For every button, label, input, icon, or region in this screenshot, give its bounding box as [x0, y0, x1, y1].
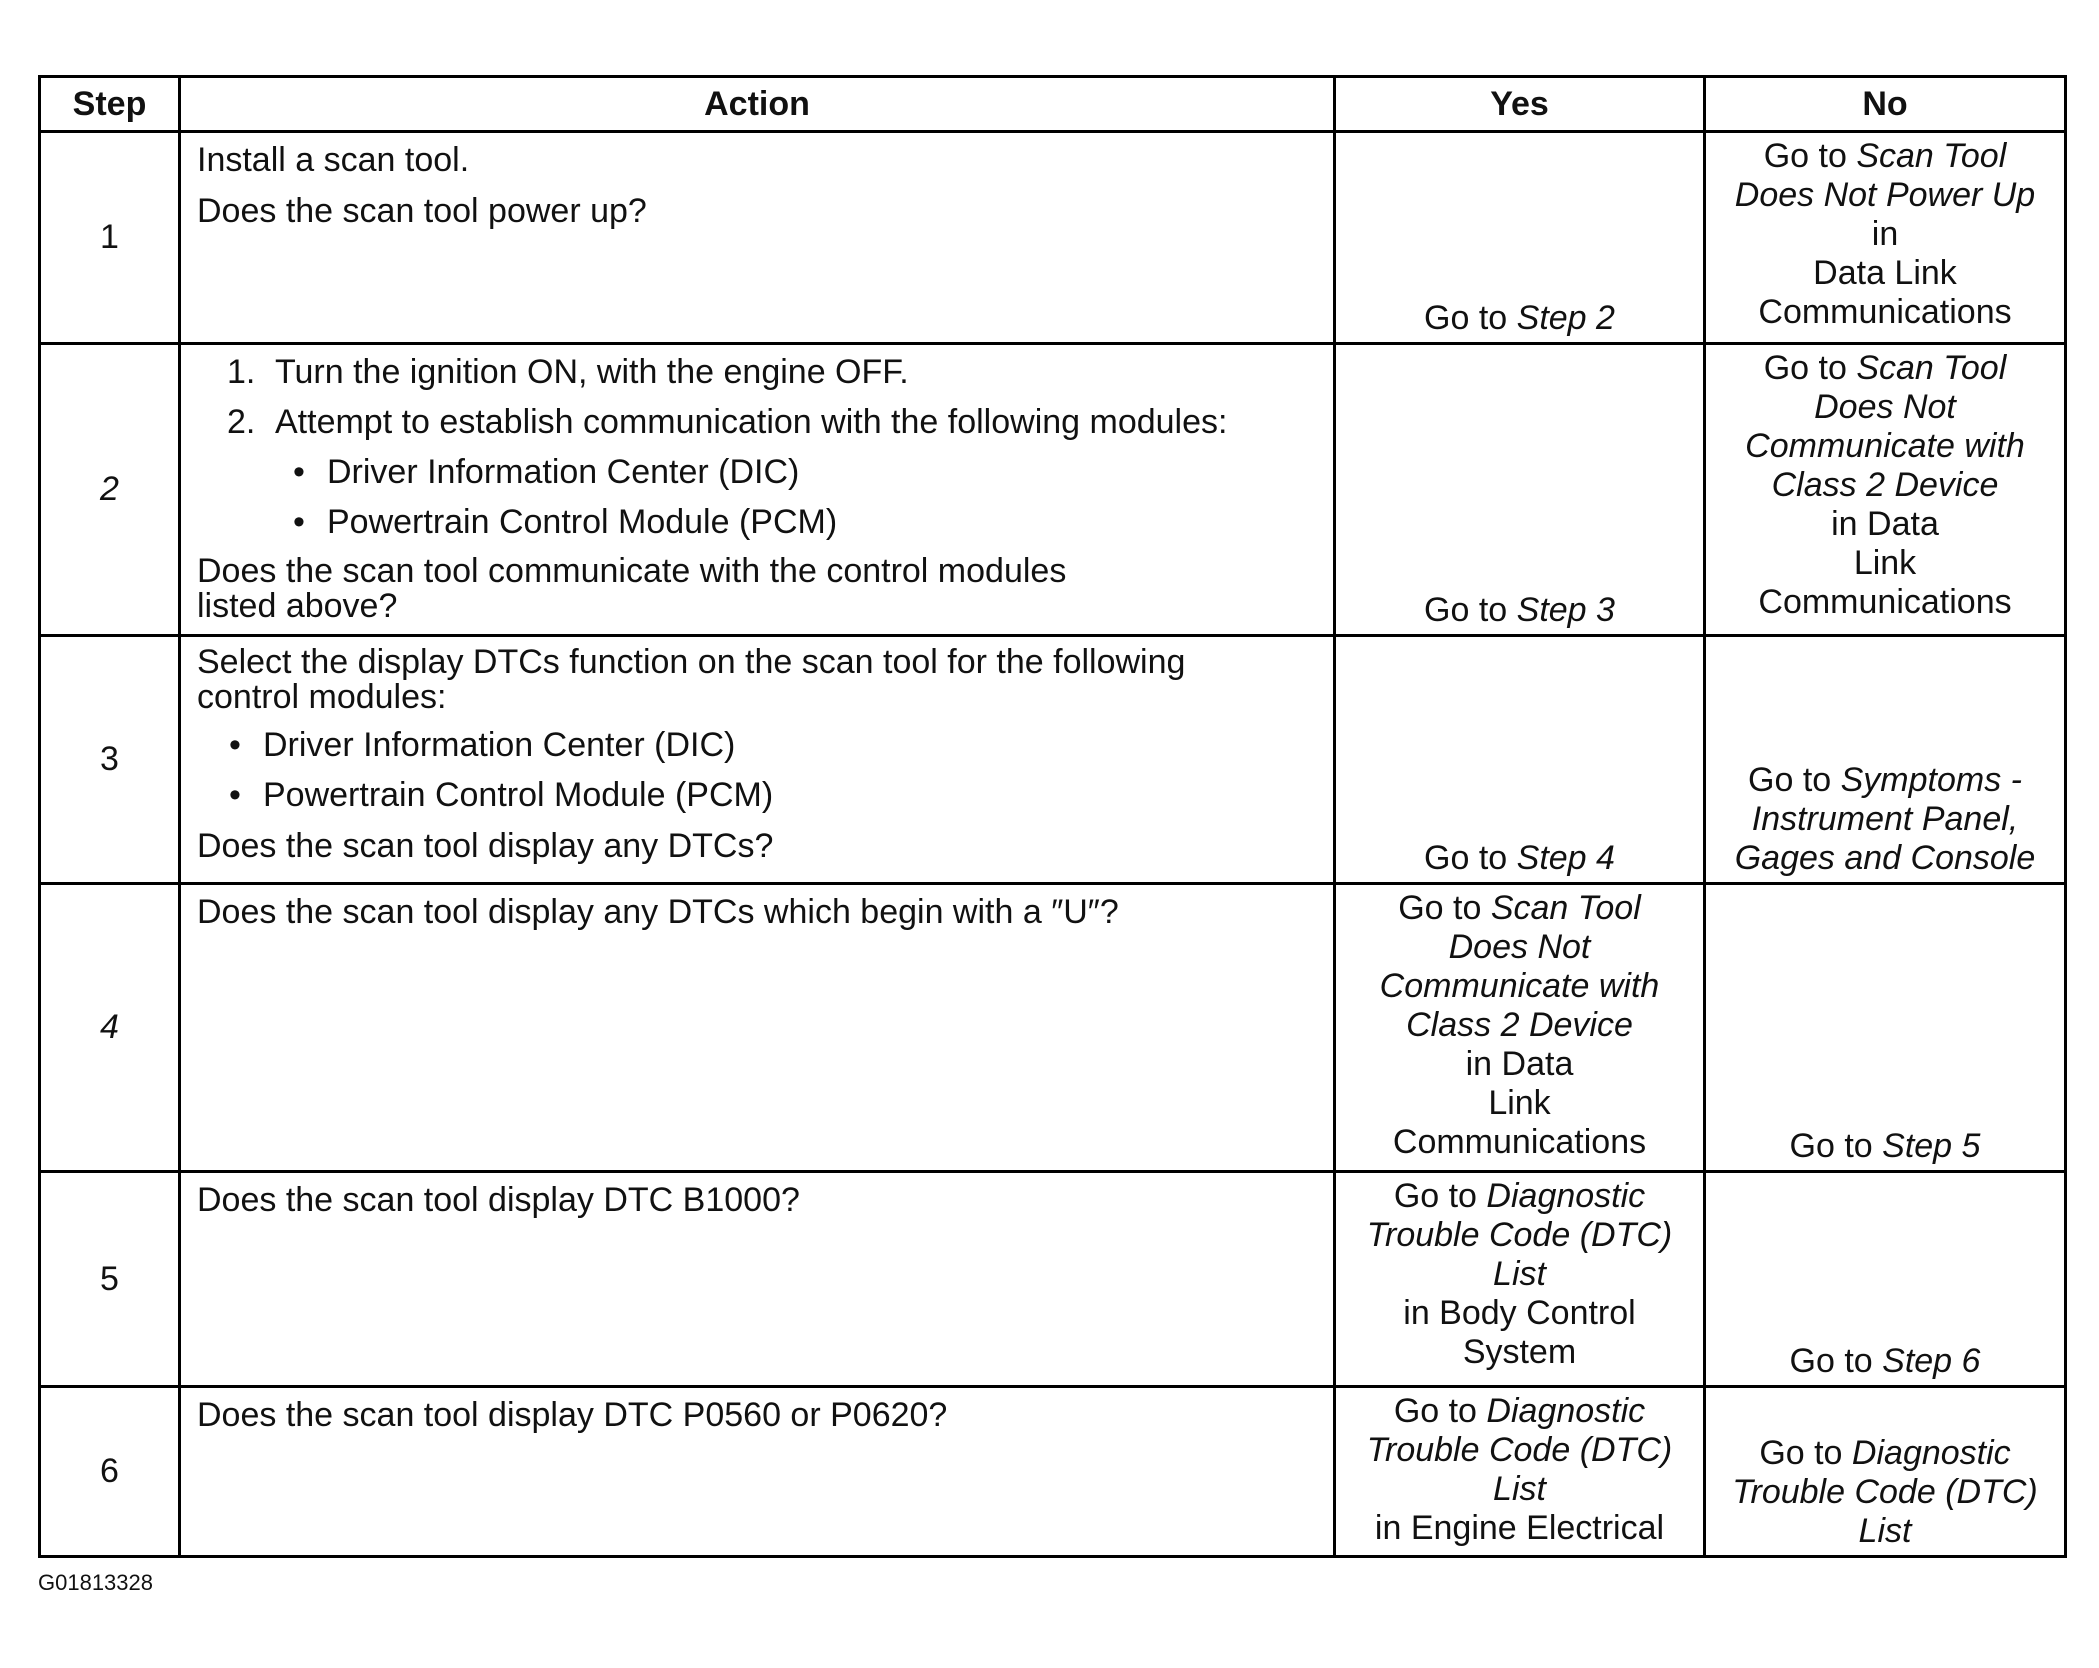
yes-link[interactable]: Trouble Code (DTC)	[1366, 1431, 1673, 1469]
yes-text: Communications	[1392, 1123, 1647, 1161]
action-header: Action	[180, 77, 1335, 132]
action-cell	[180, 132, 1335, 344]
no-text: in	[1871, 215, 1899, 253]
yes-link[interactable]: Class 2 Device	[1406, 1006, 1633, 1044]
step-number: 3	[40, 636, 180, 884]
bullet-item: • Powertrain Control Module (PCM)	[229, 776, 774, 814]
table-row	[40, 636, 2066, 884]
no-step-link[interactable]: Step 5	[1882, 1127, 1981, 1165]
yes-text: in Data	[1465, 1045, 1574, 1083]
yes-text: Link	[1488, 1084, 1551, 1122]
bullet-icon: •	[293, 503, 305, 541]
yes-link[interactable]: Diagnostic	[1486, 1177, 1646, 1215]
yes-link[interactable]: List	[1493, 1255, 1546, 1293]
no-link[interactable]: Trouble Code (DTC)	[1732, 1473, 2038, 1511]
yes-link[interactable]: List	[1493, 1470, 1546, 1508]
step-number: 2	[40, 344, 180, 636]
bullet-icon: •	[229, 726, 241, 764]
yes-cell	[1335, 344, 1705, 636]
no-header: No	[1705, 77, 2066, 132]
no-cell	[1705, 132, 2066, 344]
no-step-link[interactable]: Step 6	[1882, 1342, 1981, 1380]
step-number: 4	[40, 884, 180, 1172]
step-number: 5	[40, 1172, 180, 1387]
action-text: Install a scan tool.	[197, 141, 470, 179]
action-question: Does the scan tool display any DTCs which begin with a ″U″?	[197, 893, 1119, 931]
yes-cell	[1335, 132, 1705, 344]
bullet-item: • Driver Information Center (DIC)	[229, 726, 736, 764]
no-text: Communications	[1758, 293, 2012, 331]
yes-step-link[interactable]: Step 2	[1516, 299, 1615, 337]
no-cell	[1705, 1387, 2066, 1557]
no-text: Data Link	[1813, 254, 1957, 292]
no-link[interactable]: List	[1858, 1512, 1912, 1550]
no-prefix: Go to	[1789, 1342, 1883, 1380]
numbered-item: 1. Turn the ignition ON, with the engine OFF.	[227, 353, 909, 391]
table-row	[40, 344, 2066, 636]
figure-id: G01813328	[38, 1570, 153, 1595]
step-number: 1	[40, 132, 180, 344]
yes-prefix: Go to	[1424, 299, 1517, 337]
header-row	[40, 77, 2066, 132]
no-cell	[1705, 636, 2066, 884]
yes-link[interactable]: Does Not	[1448, 928, 1591, 966]
step-number: 6	[40, 1387, 180, 1557]
bullet-icon: •	[293, 453, 305, 491]
no-prefix: Go to	[1763, 349, 1857, 387]
yes-prefix: Go to	[1424, 591, 1517, 629]
yes-cell	[1335, 636, 1705, 884]
no-text: Link	[1853, 544, 1917, 582]
yes-cell	[1335, 884, 1705, 1172]
action-cell	[180, 1387, 1335, 1557]
action-cell	[180, 636, 1335, 884]
table-row	[40, 884, 2066, 1172]
no-prefix: Go to	[1763, 137, 1857, 175]
yes-link[interactable]: Diagnostic	[1486, 1392, 1646, 1430]
no-cell	[1705, 344, 2066, 636]
yes-step-link[interactable]: Step 3	[1516, 591, 1615, 629]
yes-link[interactable]: Scan Tool	[1490, 889, 1641, 927]
yes-prefix: Go to	[1393, 1177, 1487, 1215]
step-header: Step	[40, 77, 180, 132]
no-link[interactable]: Instrument Panel,	[1751, 800, 2019, 838]
yes-link[interactable]: Trouble Code (DTC)	[1366, 1216, 1673, 1254]
no-prefix: Go to	[1748, 761, 1841, 799]
action-text: control modules:	[197, 678, 447, 716]
action-question: Does the scan tool display DTC P0560 or P0620?	[197, 1396, 948, 1434]
diagnostic-table	[38, 75, 2067, 1558]
action-question: Does the scan tool display DTC B1000?	[197, 1181, 800, 1219]
bullet-icon: •	[229, 776, 241, 814]
action-cell	[180, 884, 1335, 1172]
yes-prefix: Go to	[1424, 839, 1517, 877]
yes-prefix: Go to	[1398, 889, 1491, 927]
yes-header: Yes	[1335, 77, 1705, 132]
no-text: in Data	[1831, 505, 1939, 543]
yes-text: System	[1462, 1333, 1577, 1371]
yes-cell	[1335, 1172, 1705, 1387]
no-link[interactable]: Scan Tool	[1856, 349, 2007, 387]
bullet-item: • Powertrain Control Module (PCM)	[293, 503, 838, 541]
action-cell	[180, 344, 1335, 636]
yes-cell	[1335, 1387, 1705, 1557]
yes-prefix: Go to	[1393, 1392, 1487, 1430]
no-cell	[1705, 884, 2066, 1172]
numbered-item: 2. Attempt to establish communication with the following modules:	[227, 403, 1228, 441]
action-question: Does the scan tool display any DTCs?	[197, 827, 774, 865]
no-text: Communications	[1758, 583, 2012, 621]
no-prefix: Go to	[1759, 1434, 1852, 1472]
no-link[interactable]: Class 2 Device	[1771, 466, 1999, 504]
action-question: Does the scan tool power up?	[197, 192, 647, 230]
no-link[interactable]: Diagnostic	[1851, 1434, 2011, 1472]
bullet-item: • Driver Information Center (DIC)	[293, 453, 800, 491]
action-cell	[180, 1172, 1335, 1387]
no-link[interactable]: Communicate with	[1745, 427, 2025, 465]
no-link[interactable]: Symptoms -	[1840, 761, 2022, 799]
no-link[interactable]: Does Not Power Up	[1734, 176, 2036, 214]
yes-link[interactable]: Communicate with	[1379, 967, 1660, 1005]
yes-text: in Engine Electrical	[1374, 1509, 1665, 1547]
table-row	[40, 1172, 2066, 1387]
no-link[interactable]: Gages and Console	[1734, 839, 2036, 877]
action-text: Select the display DTCs function on the scan tool for the following	[197, 643, 1186, 681]
action-question: Does the scan tool communicate with the control modules	[197, 552, 1067, 590]
table-row	[40, 132, 2066, 344]
table-row	[40, 1387, 2066, 1557]
action-question: listed above?	[197, 587, 398, 625]
yes-text: in Body Control	[1403, 1294, 1636, 1332]
yes-step-link[interactable]: Step 4	[1516, 839, 1615, 877]
no-prefix: Go to	[1789, 1127, 1883, 1165]
no-cell	[1705, 1172, 2066, 1387]
no-link[interactable]: Scan Tool	[1856, 137, 2007, 175]
no-link[interactable]: Does Not	[1814, 388, 1956, 426]
